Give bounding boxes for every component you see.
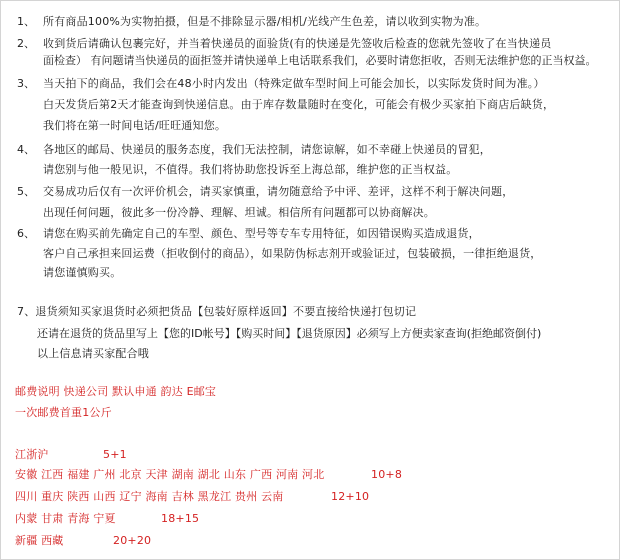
shipping-region-areas: 安徽 江西 福建 广州 北京 天津 湖南 湖北 山东 广西 河南 河北 (15, 468, 325, 481)
note-number: 2、 (17, 37, 35, 50)
note-line: 各地区的邮局、快递员的服务态度，我们无法控制，请您谅解，如不幸碰上快递员的冒犯， (43, 143, 491, 156)
note-line: 白天发货后第2天才能查询到快递信息。由于库存数量随时在变化，可能会有极少买家拍下商店后缺货， (43, 98, 555, 111)
note-number: 4、 (17, 143, 35, 156)
shipping-region-fee: 12+10 (331, 490, 370, 503)
note-number: 3、 (17, 77, 35, 90)
note-line: 所有商品100%为实物拍摄，但是不排除显示器/相机/光线产生色差，请以收到实物为准。 (43, 15, 487, 28)
shipping-region-areas: 新疆 西藏 (15, 534, 64, 547)
shipping-region-fee: 18+15 (161, 512, 200, 525)
shipping-first-weight: 一次邮费首重1公斤 (15, 406, 112, 419)
shipping-region-areas: 四川 重庆 陕西 山西 辽宁 海南 吉林 黑龙江 贵州 云南 (15, 490, 284, 503)
note-number: 1、 (17, 15, 35, 28)
shipping-region-fee: 10+8 (371, 468, 403, 481)
note-line: 我们将在第一时间电话/旺旺通知您。 (43, 119, 227, 132)
return-policy-line: 7、退货须知买家退货时必须把货品【包装好原样返回】不要直接给快递打包切记 (17, 305, 417, 318)
note-line: 请您在购买前先确定自己的车型、颜色、型号等专车专用特征，如因错误购买造成退货， (43, 227, 480, 240)
return-policy-line: 以上信息请买家配合哦 (37, 347, 149, 360)
note-line: 收到货后请确认包裹完好，并当着快递员的面验货(有的快递是先签收后检查的您就先签收了在当快递员 (43, 37, 552, 50)
shipping-header: 邮费说明 快递公司 默认申通 韵达 E邮宝 (15, 385, 217, 398)
note-line: 请您别与他一般见识，不值得。我们将协助您投诉至上海总部，维护您的正当权益。 (43, 163, 458, 176)
note-line: 出现任何问题，彼此多一份冷静、理解、坦诚。相信所有问题都可以协商解决。 (43, 206, 435, 219)
note-line: 交易成功后仅有一次评价机会，请买家慎重，请勿随意给予中评、差评，这样不利于解决问题， (43, 185, 514, 198)
shipping-region-areas: 内蒙 甘肃 青海 宁夏 (15, 512, 116, 525)
note-number: 5、 (17, 185, 35, 198)
shipping-region-areas: 江浙沪 (15, 448, 49, 461)
note-number: 6、 (17, 227, 35, 240)
note-line: 当天拍下的商品，我们会在48小时内发出（特殊定做车型时间上可能会加长，以实际发货时间为准。） (43, 77, 545, 90)
shipping-region-fee: 5+1 (103, 448, 127, 461)
shipping-region-fee: 20+20 (113, 534, 152, 547)
note-line: 请您谨慎购买。 (43, 266, 122, 279)
return-policy-line: 还请在退货的货品里写上【您的ID帐号】【购买时间】【退货原因】必须写上方便卖家查询(拒绝邮资倒付) (37, 327, 542, 340)
note-line: 客户自己承担来回运费（拒收倒付的商品），如果防伪标志剂开或验证过，包装破损，一律拒绝退货， (43, 247, 542, 260)
note-line: 面检查） 有问题请当快递员的面拒签并请快递单上电话联系我们，必要时请您拒收，否则无法维护您的正当权益。 (43, 54, 597, 67)
